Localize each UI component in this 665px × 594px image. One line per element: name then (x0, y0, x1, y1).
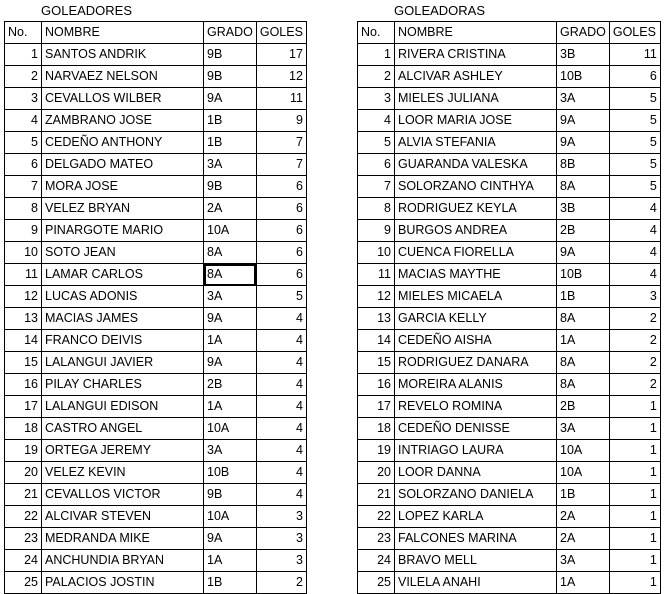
cell-nombre[interactable]: SANTOS ANDRIK (42, 44, 204, 66)
cell-grado[interactable]: 1A (204, 330, 257, 352)
cell-grado[interactable]: 10A (204, 506, 257, 528)
header-grado[interactable]: GRADO (557, 22, 610, 44)
cell-goles[interactable]: 1 (609, 528, 660, 550)
cell-nombre[interactable]: LALANGUI EDISON (42, 396, 204, 418)
cell-no[interactable]: 17 (5, 396, 42, 418)
table-row (358, 132, 661, 154)
header-goles[interactable]: GOLES (609, 22, 660, 44)
cell-nombre[interactable]: ANCHUNDIA BRYAN (42, 550, 204, 572)
cell-goles[interactable]: 1 (609, 396, 660, 418)
cell-grado[interactable]: 8A (557, 176, 610, 198)
header-grado[interactable]: GRADO (204, 22, 257, 44)
cell-nombre[interactable]: LALANGUI JAVIER (42, 352, 204, 374)
cell-grado[interactable]: 9A (557, 242, 610, 264)
cell-no[interactable]: 25 (5, 572, 42, 594)
cell-nombre[interactable]: GARCIA KELLY (395, 308, 557, 330)
cell-no[interactable]: 10 (5, 242, 42, 264)
cell-nombre[interactable]: LUCAS ADONIS (42, 286, 204, 308)
cell-grado[interactable]: 2A (557, 528, 610, 550)
cell-goles[interactable]: 3 (256, 528, 306, 550)
table-row (358, 66, 661, 88)
cell-no[interactable]: 19 (358, 440, 395, 462)
cell-grado[interactable]: 2B (557, 220, 610, 242)
cell-goles[interactable]: 9 (256, 110, 306, 132)
cell-no[interactable]: 23 (5, 528, 42, 550)
cell-grado[interactable]: 2A (557, 506, 610, 528)
cell-goles[interactable]: 5 (609, 154, 660, 176)
cell-goles[interactable]: 1 (609, 506, 660, 528)
cell-nombre[interactable]: VILELA ANAHI (395, 572, 557, 594)
header-row (5, 22, 307, 44)
cell-grado[interactable]: 1A (204, 396, 257, 418)
table-row (358, 242, 661, 264)
cell-grado[interactable]: 8A (557, 374, 610, 396)
cell-no[interactable]: 23 (358, 528, 395, 550)
cell-grado[interactable]: 3B (557, 44, 610, 66)
cell-grado[interactable]: 10B (557, 66, 610, 88)
table-row (5, 484, 307, 506)
cell-grado[interactable]: 1B (204, 110, 257, 132)
cell-goles[interactable]: 7 (256, 132, 306, 154)
cell-nombre[interactable]: CEDEÑO ANTHONY (42, 132, 204, 154)
cell-grado[interactable]: 8A (557, 352, 610, 374)
table-row (5, 286, 307, 308)
table-row (5, 176, 307, 198)
cell-nombre[interactable]: CUENCA FIORELLA (395, 242, 557, 264)
cell-goles[interactable]: 1 (609, 462, 660, 484)
table-row (358, 154, 661, 176)
cell-goles[interactable]: 4 (256, 484, 306, 506)
cell-grado[interactable]: 9B (204, 484, 257, 506)
cell-nombre[interactable]: BRAVO MELL (395, 550, 557, 572)
cell-no[interactable]: 7 (358, 176, 395, 198)
cell-goles[interactable]: 1 (609, 440, 660, 462)
cell-goles[interactable]: 4 (256, 462, 306, 484)
cell-nombre[interactable]: DELGADO MATEO (42, 154, 204, 176)
table-row (358, 528, 661, 550)
header-no[interactable]: No. (358, 22, 395, 44)
cell-no[interactable]: 22 (5, 506, 42, 528)
cell-goles[interactable]: 4 (256, 308, 306, 330)
cell-no[interactable]: 7 (5, 176, 42, 198)
cell-nombre[interactable]: PALACIOS JOSTIN (42, 572, 204, 594)
cell-grado[interactable]: 2A (204, 198, 257, 220)
table-row (358, 88, 661, 110)
cell-grado[interactable]: 1A (557, 330, 610, 352)
cell-goles[interactable]: 4 (256, 374, 306, 396)
cell-goles[interactable]: 6 (256, 220, 306, 242)
table-row (5, 550, 307, 572)
cell-no[interactable]: 11 (358, 264, 395, 286)
cell-grado[interactable]: 10A (204, 418, 257, 440)
cell-no[interactable]: 2 (358, 66, 395, 88)
cell-no[interactable]: 16 (358, 374, 395, 396)
cell-nombre[interactable]: SOTO JEAN (42, 242, 204, 264)
cell-no[interactable]: 12 (358, 286, 395, 308)
table-row (5, 44, 307, 66)
goleadoras-panel (357, 0, 661, 594)
cell-grado[interactable]: 1A (557, 572, 610, 594)
cell-goles[interactable]: 6 (256, 198, 306, 220)
cell-nombre[interactable]: RIVERA CRISTINA (395, 44, 557, 66)
cell-nombre[interactable]: PINARGOTE MARIO (42, 220, 204, 242)
cell-nombre[interactable]: CEDEÑO DENISSE (395, 418, 557, 440)
cell-nombre[interactable]: MACIAS JAMES (42, 308, 204, 330)
cell-grado[interactable]: 8A (204, 242, 257, 264)
table-row (5, 132, 307, 154)
cell-no[interactable]: 3 (358, 88, 395, 110)
cell-nombre[interactable]: ALCIVAR ASHLEY (395, 66, 557, 88)
cell-goles[interactable]: 5 (609, 110, 660, 132)
cell-nombre[interactable]: CEVALLOS WILBER (42, 88, 204, 110)
cell-grado[interactable]: 8B (557, 154, 610, 176)
cell-goles[interactable]: 2 (609, 374, 660, 396)
cell-no[interactable]: 5 (358, 132, 395, 154)
cell-no[interactable]: 9 (358, 220, 395, 242)
cell-nombre[interactable]: PILAY CHARLES (42, 374, 204, 396)
header-row (358, 22, 661, 44)
cell-nombre[interactable]: ALVIA STEFANIA (395, 132, 557, 154)
table-row (358, 550, 661, 572)
cell-grado[interactable]: 1B (557, 286, 610, 308)
cell-no[interactable]: 5 (5, 132, 42, 154)
table-row (5, 572, 307, 594)
table-row (5, 462, 307, 484)
cell-goles[interactable]: 5 (609, 88, 660, 110)
cell-goles[interactable]: 17 (256, 44, 306, 66)
cell-goles[interactable]: 2 (609, 352, 660, 374)
cell-nombre[interactable]: MORA JOSE (42, 176, 204, 198)
cell-nombre[interactable]: NARVAEZ NELSON (42, 66, 204, 88)
cell-no[interactable]: 15 (358, 352, 395, 374)
cell-goles[interactable]: 1 (609, 550, 660, 572)
table-row (5, 220, 307, 242)
cell-no[interactable]: 19 (5, 440, 42, 462)
goleadores-panel (4, 0, 307, 594)
cell-grado[interactable]: 10A (557, 462, 610, 484)
cell-goles[interactable]: 1 (609, 484, 660, 506)
cell-goles[interactable]: 2 (609, 308, 660, 330)
cell-grado[interactable]: 1A (204, 550, 257, 572)
cell-no[interactable]: 13 (5, 308, 42, 330)
cell-no[interactable]: 6 (5, 154, 42, 176)
cell-nombre[interactable]: INTRIAGO LAURA (395, 440, 557, 462)
cell-grado[interactable]: 9A (557, 110, 610, 132)
goleadoras-table (357, 21, 661, 594)
cell-no[interactable]: 20 (358, 462, 395, 484)
goleadoras-title: GOLEADORAS (394, 3, 486, 18)
table-row (358, 374, 661, 396)
cell-nombre[interactable]: SOLORZANO DANIELA (395, 484, 557, 506)
cell-goles[interactable]: 11 (609, 44, 660, 66)
cell-nombre[interactable]: VELEZ BRYAN (42, 198, 204, 220)
cell-no[interactable]: 14 (358, 330, 395, 352)
cell-grado[interactable]: 3B (557, 198, 610, 220)
cell-grado[interactable]: 9B (204, 66, 257, 88)
cell-goles[interactable]: 3 (256, 550, 306, 572)
cell-goles[interactable]: 1 (609, 418, 660, 440)
table-row (358, 264, 661, 286)
cell-grado[interactable]: 1B (557, 484, 610, 506)
cell-goles[interactable]: 1 (609, 572, 660, 594)
cell-no[interactable]: 6 (358, 154, 395, 176)
cell-nombre[interactable]: BURGOS ANDREA (395, 220, 557, 242)
cell-nombre[interactable]: ZAMBRANO JOSE (42, 110, 204, 132)
cell-grado[interactable]: 3A (557, 550, 610, 572)
cell-goles[interactable]: 6 (609, 66, 660, 88)
cell-no[interactable]: 9 (5, 220, 42, 242)
cell-grado[interactable]: 3A (204, 440, 257, 462)
cell-no[interactable]: 18 (5, 418, 42, 440)
cell-nombre[interactable]: LOPEZ KARLA (395, 506, 557, 528)
cell-goles[interactable]: 2 (609, 330, 660, 352)
cell-grado[interactable]: 9A (204, 528, 257, 550)
cell-goles[interactable]: 6 (256, 176, 306, 198)
table-row (5, 396, 307, 418)
table-row (5, 330, 307, 352)
header-no[interactable]: No. (5, 22, 42, 44)
cell-nombre[interactable]: MOREIRA ALANIS (395, 374, 557, 396)
cell-goles[interactable]: 6 (256, 242, 306, 264)
cell-no[interactable]: 25 (358, 572, 395, 594)
cell-no[interactable]: 4 (5, 110, 42, 132)
table-row (358, 220, 661, 242)
cell-nombre[interactable]: RODRIGUEZ KEYLA (395, 198, 557, 220)
cell-no[interactable]: 14 (5, 330, 42, 352)
cell-nombre[interactable]: MACIAS MAYTHE (395, 264, 557, 286)
table-row (5, 198, 307, 220)
table-row (358, 176, 661, 198)
table-row (358, 352, 661, 374)
cell-no[interactable]: 11 (5, 264, 42, 286)
cell-no[interactable]: 15 (5, 352, 42, 374)
cell-no[interactable]: 10 (358, 242, 395, 264)
table-row (358, 110, 661, 132)
cell-nombre[interactable]: CEVALLOS VICTOR (42, 484, 204, 506)
cell-goles[interactable]: 5 (609, 132, 660, 154)
table-row (5, 374, 307, 396)
table-row (5, 66, 307, 88)
cell-nombre[interactable]: FRANCO DEIVIS (42, 330, 204, 352)
cell-goles[interactable]: 5 (609, 176, 660, 198)
table-row (5, 154, 307, 176)
cell-nombre[interactable]: LOOR MARIA JOSE (395, 110, 557, 132)
cell-grado[interactable]: 9B (204, 44, 257, 66)
cell-goles[interactable]: 7 (256, 154, 306, 176)
cell-no[interactable]: 12 (5, 286, 42, 308)
cell-goles[interactable]: 12 (256, 66, 306, 88)
table-row (358, 440, 661, 462)
cell-grado[interactable]: 8A (557, 308, 610, 330)
cell-grado[interactable]: 2B (557, 396, 610, 418)
cell-grado[interactable]: 1B (204, 132, 257, 154)
cell-nombre[interactable]: MIELES JULIANA (395, 88, 557, 110)
table-row (358, 572, 661, 594)
cell-nombre[interactable]: LOOR DANNA (395, 462, 557, 484)
cell-no[interactable]: 13 (358, 308, 395, 330)
goleadores-table (4, 21, 307, 594)
cell-goles[interactable]: 5 (256, 286, 306, 308)
table-row (358, 418, 661, 440)
table-row (358, 506, 661, 528)
cell-goles[interactable]: 4 (256, 330, 306, 352)
cell-nombre[interactable]: LAMAR CARLOS (42, 264, 204, 286)
cell-grado[interactable]: 9B (204, 176, 257, 198)
cell-grado[interactable]: 8A (204, 264, 257, 286)
cell-grado[interactable]: 10B (204, 462, 257, 484)
cell-nombre[interactable]: REVELO ROMINA (395, 396, 557, 418)
cell-grado[interactable]: 10B (557, 264, 610, 286)
cell-no[interactable]: 17 (358, 396, 395, 418)
cell-nombre[interactable]: GUARANDA VALESKA (395, 154, 557, 176)
cell-nombre[interactable]: VELEZ KEVIN (42, 462, 204, 484)
cell-goles[interactable]: 4 (256, 440, 306, 462)
table-row (358, 198, 661, 220)
cell-no[interactable]: 24 (5, 550, 42, 572)
cell-nombre[interactable]: ORTEGA JEREMY (42, 440, 204, 462)
cell-no[interactable]: 2 (5, 66, 42, 88)
cell-no[interactable]: 21 (5, 484, 42, 506)
cell-goles[interactable]: 4 (609, 198, 660, 220)
table-row (5, 506, 307, 528)
cell-goles[interactable]: 4 (256, 396, 306, 418)
cell-nombre[interactable]: ALCIVAR STEVEN (42, 506, 204, 528)
cell-no[interactable]: 1 (5, 44, 42, 66)
table-row (358, 44, 661, 66)
cell-grado[interactable]: 9A (204, 352, 257, 374)
table-row (358, 286, 661, 308)
cell-grado[interactable]: 3A (557, 88, 610, 110)
table-row (5, 308, 307, 330)
cell-grado[interactable]: 3A (204, 286, 257, 308)
table-row (5, 242, 307, 264)
cell-goles[interactable]: 4 (609, 220, 660, 242)
cell-goles[interactable]: 6 (256, 264, 306, 286)
cell-grado[interactable]: 10A (204, 220, 257, 242)
cell-no[interactable]: 16 (5, 374, 42, 396)
table-row (5, 110, 307, 132)
cell-no[interactable]: 3 (5, 88, 42, 110)
cell-no[interactable]: 4 (358, 110, 395, 132)
cell-grado[interactable]: 9A (557, 132, 610, 154)
table-row (5, 88, 307, 110)
cell-goles[interactable]: 11 (256, 88, 306, 110)
cell-goles[interactable]: 3 (609, 286, 660, 308)
cell-grado[interactable]: 9A (204, 88, 257, 110)
cell-grado[interactable]: 2B (204, 374, 257, 396)
cell-nombre[interactable]: CASTRO ANGEL (42, 418, 204, 440)
table-row (5, 440, 307, 462)
cell-goles[interactable]: 4 (609, 242, 660, 264)
cell-grado[interactable]: 3A (204, 154, 257, 176)
cell-no[interactable]: 24 (358, 550, 395, 572)
table-row (358, 396, 661, 418)
table-row (358, 484, 661, 506)
cell-nombre[interactable]: SOLORZANO CINTHYA (395, 176, 557, 198)
cell-nombre[interactable]: CEDEÑO AISHA (395, 330, 557, 352)
cell-grado[interactable]: 10A (557, 440, 610, 462)
table-row (358, 308, 661, 330)
table-row (5, 528, 307, 550)
cell-grado[interactable]: 9A (204, 308, 257, 330)
cell-nombre[interactable]: MEDRANDA MIKE (42, 528, 204, 550)
cell-nombre[interactable]: FALCONES MARINA (395, 528, 557, 550)
table-row (358, 330, 661, 352)
goleadores-title: GOLEADORES (41, 3, 133, 18)
cell-no[interactable]: 8 (358, 198, 395, 220)
cell-goles[interactable]: 2 (256, 572, 306, 594)
cell-no[interactable]: 18 (358, 418, 395, 440)
table-row (358, 462, 661, 484)
cell-nombre[interactable]: MIELES MICAELA (395, 286, 557, 308)
cell-nombre[interactable]: RODRIGUEZ DANARA (395, 352, 557, 374)
cell-grado[interactable]: 1B (204, 572, 257, 594)
table-row (5, 264, 307, 286)
cell-no[interactable]: 1 (358, 44, 395, 66)
cell-goles[interactable]: 4 (256, 352, 306, 374)
header-nombre[interactable]: NOMBRE (395, 22, 557, 44)
cell-goles[interactable]: 4 (609, 264, 660, 286)
cell-grado[interactable]: 3A (557, 418, 610, 440)
cell-goles[interactable]: 3 (256, 506, 306, 528)
header-goles[interactable]: GOLES (256, 22, 306, 44)
cell-no[interactable]: 22 (358, 506, 395, 528)
header-nombre[interactable]: NOMBRE (42, 22, 204, 44)
cell-no[interactable]: 8 (5, 198, 42, 220)
cell-goles[interactable]: 4 (256, 418, 306, 440)
table-row (5, 352, 307, 374)
cell-no[interactable]: 21 (358, 484, 395, 506)
table-row (5, 418, 307, 440)
cell-no[interactable]: 20 (5, 462, 42, 484)
